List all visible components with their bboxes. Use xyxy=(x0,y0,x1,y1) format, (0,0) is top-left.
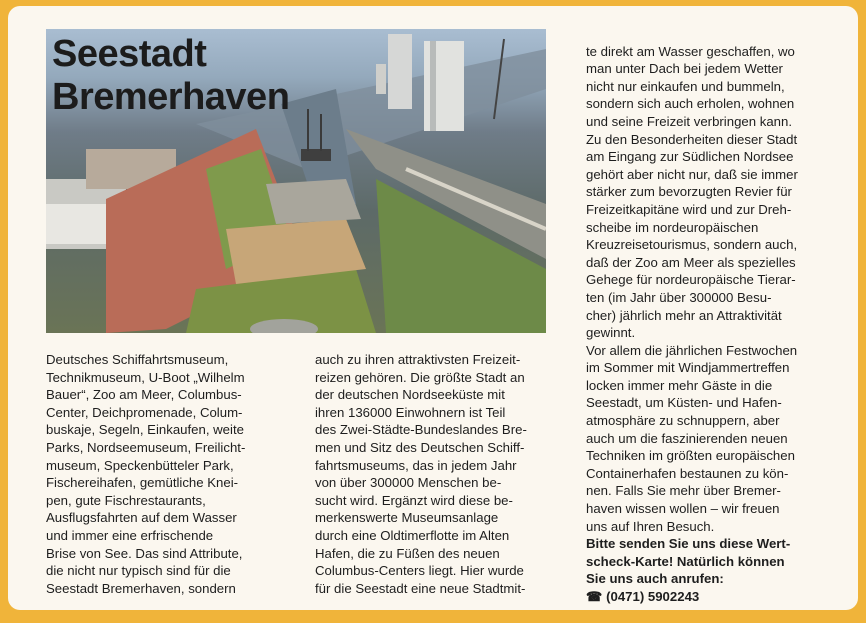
text-column-3-body: te direkt am Wasser geschaffen, wo man unter Dach bei jedem Wetter nicht nur einkaufen und bummeln, sondern sich auch erholen, wohnen und seine Freizeit verbringen kann. Zu den Besonderheiten dieser Stadt am Eingang zur Südlichen Nordsee gehört aber nicht nur, daß sie immer stärker zum bevorzugten Revier für Freizeitkapitäne wird und zur Dreh- scheibe im nordeuropäischen Kreuzreisetourismus, sondern auch, daß der Zoo am Meer als spezielles Gehege für nordeuropäische Tierar- ten (im Jahr über 300000 Besu- cher) jährlich mehr an Attraktivität gewinnt. Vor allem die jährlichen Festwochen im Sommer mit Windjammertreffen locken immer mehr Gäste in die Seestadt, um Küsten- und Hafen- atmosphäre zu schnuppern, aber auch um die faszinierenden neuen Techniken im größten europäischen Containerhafen bestaunen zu kön- nen. Falls Sie mehr über Bremer- haven wissen wollen – wir freuen uns auf Ihren Besuch. xyxy=(586,43,798,534)
text-column-3 xyxy=(586,25,836,623)
page-title xyxy=(52,33,289,119)
text-column-2: auch zu ihren attraktivsten Freizeit- reizen gehören. Die größte Stadt an der deutschen Nordseeküste mit ihren 136000 Einwohnern ist Teil des Zwei-Städte-Bundeslandes Bre- men und Sitz des Deutschen Schiff- fahrtsmuseums, das in jedem Jahr von über 300000 Menschen be- sucht wird. Ergänzt wird diese be- merkenswerte Museumsanlage durch eine Oldtimerflotte im Alten Hafen, die zu Füßen des neuen Columbus-Centers liegt. Hier wurde für die Seestadt eine neue Stadtmit- xyxy=(315,352,527,596)
aerial-photo-bremerhaven xyxy=(46,29,546,333)
title-line-1: Seestadt xyxy=(52,33,207,75)
phone-number: (0471) 5902243 xyxy=(606,589,700,604)
title-line-2: Bremerhaven xyxy=(52,76,290,118)
call-to-action: Bitte senden Sie uns diese Wert- scheck-Karte! Natürlich können Sie uns auch anrufen: xyxy=(586,536,791,587)
text-column-1: Deutsches Schiffahrtsmuseum, Technikmuseum, U-Boot „Wilhelm Bauer“, Zoo am Meer, Columbus- Center, Deichpromenade, Colum- buskaje, Segeln, Einkaufen, weite Parks, Nordseemuseum, Freilicht- museum, Speckenbütteler Park, Fischereihafen, gemütliche Knei- pen, gute Fischrestaurants, Ausflugsfahrten auf dem Wasser und immer eine erfrischende Brise von See. Das sind Attribute, die nicht nur typisch sind für die Seestadt Bremerhaven, sondern xyxy=(46,352,246,596)
phone-line[interactable] xyxy=(586,588,836,606)
telephone-icon: ☎ xyxy=(586,589,603,604)
